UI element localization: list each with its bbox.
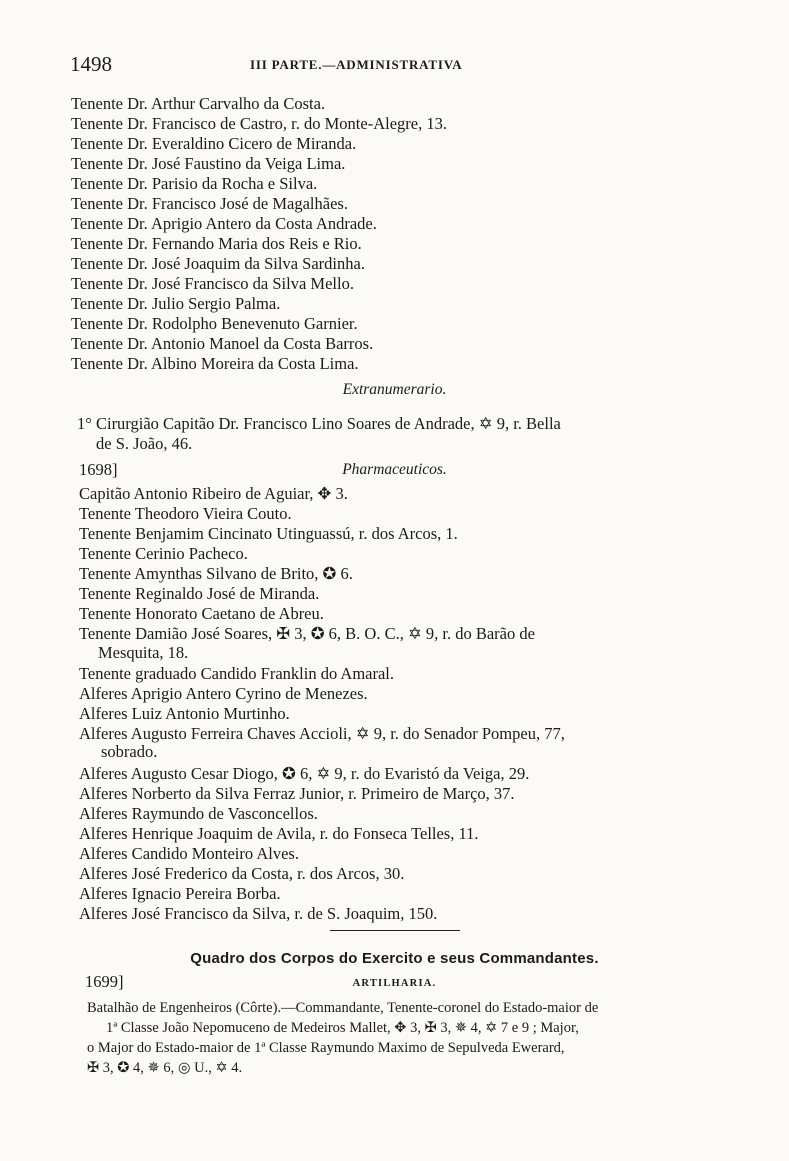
list-item: Alferes Augusto Cesar Diogo, ✪ 6, ✡ 9, r. do Evaristó da Veiga, 29. xyxy=(79,764,530,783)
section-divider xyxy=(330,930,460,931)
list-item: Alferes José Frederico da Costa, r. dos Arcos, 30. xyxy=(79,864,405,883)
paragraph-line: o Major do Estado-maior de 1ª Classe Raymundo Maximo de Sepulveda Ewerard, xyxy=(87,1040,565,1056)
list-item: Alferes Luiz Antonio Murtinho. xyxy=(79,704,290,723)
list-item-cont: Mesquita, 18. xyxy=(98,643,189,662)
margin-number: 1698] xyxy=(79,460,118,479)
list-item: Tenente Dr. José Joaquim da Silva Sardinha. xyxy=(71,254,365,273)
list-item: Tenente Dr. Julio Sergio Palma. xyxy=(71,294,281,313)
margin-number: 1699] xyxy=(85,972,124,991)
list-item: Tenente graduado Candido Franklin do Amaral. xyxy=(79,664,395,683)
list-item-cont: sobrado. xyxy=(101,742,158,761)
list-item: Alferes Augusto Ferreira Chaves Accioli, ✡ 9, r. do Senador Pompeu, 77, xyxy=(79,724,565,743)
paragraph-line: 1ª Classe João Nepomuceno de Medeiros Mallet, ✥ 3, ✠ 3, ✵ 4, ✡ 7 e 9 ; Major, xyxy=(106,1020,579,1036)
list-item: Alferes Candido Monteiro Alves. xyxy=(79,844,299,863)
list-item: Tenente Amynthas Silvano de Brito, ✪ 6. xyxy=(79,564,353,583)
list-item: Tenente Dr. José Faustino da Veiga Lima. xyxy=(71,154,346,173)
list-item: Tenente Dr. Arthur Carvalho da Costa. xyxy=(71,94,326,113)
list-item: Alferes Norberto da Silva Ferraz Junior, r. Primeiro de Março, 37. xyxy=(79,784,515,803)
list-item: Tenente Honorato Caetano de Abreu. xyxy=(79,604,324,623)
list-item: Tenente Benjamim Cincinato Utinguassú, r. dos Arcos, 1. xyxy=(79,524,458,543)
list-item: Alferes Ignacio Pereira Borba. xyxy=(79,884,281,903)
list-item: Tenente Dr. Albino Moreira da Costa Lima. xyxy=(71,354,359,373)
list-item: Alferes José Francisco da Silva, r. de S. Joaquim, 150. xyxy=(79,904,438,923)
paragraph-line: ✠ 3, ✪ 4, ✵ 6, ◎ U., ✡ 4. xyxy=(87,1060,243,1076)
list-item: Tenente Dr. José Francisco da Silva Mello. xyxy=(71,274,354,293)
list-item: Tenente Dr. Everaldino Cicero de Miranda. xyxy=(71,134,357,153)
section-heading-artilharia: ARTILHARIA. xyxy=(352,978,437,989)
list-item: Alferes Aprigio Antero Cyrino de Menezes. xyxy=(79,684,368,703)
list-item: Tenente Dr. Francisco José de Magalhães. xyxy=(71,194,348,213)
quadro-title: Quadro dos Corpos do Exercito e seus Commandantes. xyxy=(190,950,599,967)
list-item: Tenente Dr. Rodolpho Benevenuto Garnier. xyxy=(71,314,358,333)
list-item: Tenente Dr. Parisio da Rocha e Silva. xyxy=(71,174,318,193)
list-item: Tenente Damião José Soares, ✠ 3, ✪ 6, B. O. C., ✡ 9, r. do Barão de xyxy=(79,624,535,643)
list-item: Tenente Theodoro Vieira Couto. xyxy=(79,504,292,523)
list-item: Tenente Dr. Aprigio Antero da Costa Andrade. xyxy=(71,214,377,233)
list-item: Capitão Antonio Ribeiro de Aguiar, ✥ 3. xyxy=(79,484,348,503)
page-header xyxy=(70,52,720,80)
list-item: Tenente Dr. Antonio Manoel da Costa Barros. xyxy=(71,334,374,353)
list-item: Tenente Dr. Fernando Maria dos Reis e Rio. xyxy=(71,234,362,253)
section-heading-pharmaceuticos: Pharmaceuticos. xyxy=(342,461,447,478)
page-number: 1498 xyxy=(70,52,112,76)
list-item: Tenente Cerinio Pacheco. xyxy=(79,544,248,563)
list-item: Tenente Dr. Francisco de Castro, r. do Monte-Alegre, 13. xyxy=(71,114,447,133)
list-item: Tenente Reginaldo José de Miranda. xyxy=(79,584,320,603)
extranumerario-entry: 1° Cirurgião Capitão Dr. Francisco Lino Soares de Andrade, ✡ 9, r. Bella xyxy=(77,414,561,433)
running-title: III PARTE.—ADMINISTRATIVA xyxy=(250,57,463,72)
list-item: Alferes Henrique Joaquim de Avila, r. do Fonseca Telles, 11. xyxy=(79,824,479,843)
paragraph-line: Batalhão de Engenheiros (Côrte).—Commandante, Tenente-coronel do Estado-maior de xyxy=(87,1000,599,1016)
list-item: Alferes Raymundo de Vasconcellos. xyxy=(79,804,318,823)
extranumerario-entry-cont: de S. João, 46. xyxy=(96,434,193,453)
section-heading-extranumerario: Extranumerario. xyxy=(342,381,447,398)
